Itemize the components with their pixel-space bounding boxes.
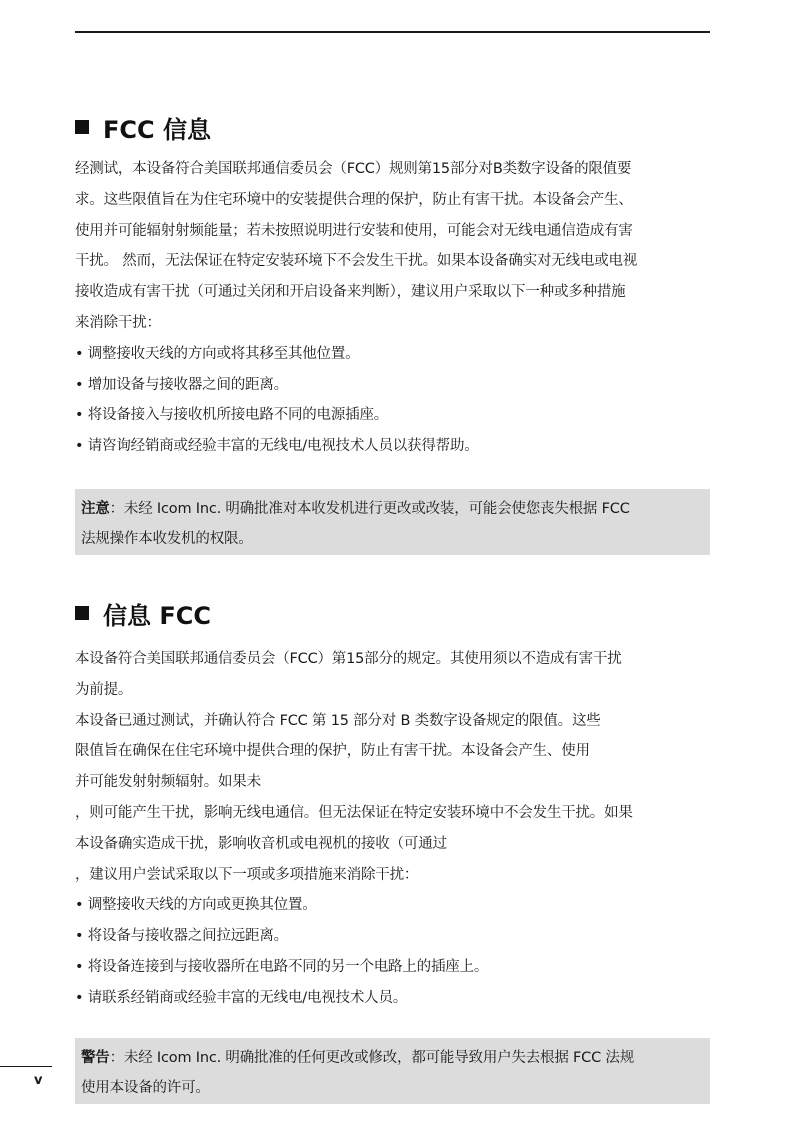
body-line: ，则可能产生干扰，影响无线电通信。但无法保证在特定安装环境中不会发生干扰。如果 — [75, 804, 633, 821]
body-line: 使用并可能辐射射频能量；若未按照说明进行安装和使用，可能会对无线电通信造成有害 — [75, 222, 633, 239]
list-item: • 增加设备与接收器之间的距离。 — [75, 376, 288, 393]
page-number-rule — [0, 1066, 52, 1067]
page-number: v — [34, 1073, 43, 1088]
fcc-info-body — [75, 154, 710, 462]
section-heading — [75, 596, 710, 630]
list-item: • 将设备与接收器之间拉远距离。 — [75, 928, 288, 945]
body-line: 经测试，本设备符合美国联邦通信委员会（FCC）规则第15部分对B类数字设备的限值要 — [75, 161, 632, 177]
section-title: 信息 FCC — [103, 601, 211, 630]
note-box — [75, 489, 710, 555]
warning-text: ：未经 Icom Inc. 明确批准的任何更改或修改，都可能导致用户失去根据 FCC 法规 — [109, 1050, 635, 1066]
warning-box — [75, 1038, 710, 1104]
list-item: • 将设备接入与接收机所接电路不同的电源插座。 — [75, 407, 389, 424]
fcc-info-section — [75, 110, 710, 144]
note-text: 法规操作本收发机的权限。 — [81, 531, 253, 547]
body-line: 并可能发射射频辐射。如果未 — [75, 774, 261, 791]
body-line: 本设备符合美国联邦通信委员会（FCC）第15部分的规定。其使用须以不造成有害干扰 — [75, 651, 622, 667]
body-line: ，建议用户尝试采取以下一项或多项措施来消除干扰： — [75, 866, 419, 883]
warning-text: 使用本设备的许可。 — [81, 1080, 210, 1096]
square-bullet-icon — [75, 120, 89, 134]
body-line: 限值旨在确保在住宅环境中提供合理的保护，防止有害干扰。本设备会产生、使用 — [75, 743, 590, 760]
body-line: 为前提。 — [75, 681, 133, 698]
body-line: 本设备已通过测试，并确认符合 FCC 第 15 部分对 B 类数字设备规定的限值。这些 — [75, 712, 601, 729]
list-item: • 将设备连接到与接收器所在电路不同的另一个电路上的插座上。 — [75, 958, 489, 975]
body-line: 干扰。 然而，无法保证在特定安装环境下不会发生干扰。如果本设备确实对无线电或电视 — [75, 253, 638, 270]
note-text: ：未经 Icom Inc. 明确批准对本收发机进行更改或改装，可能会使您丧失根据 FCC — [109, 501, 630, 517]
list-item: • 调整接收天线的方向或更换其位置。 — [75, 897, 317, 914]
section-heading — [75, 110, 710, 144]
top-rule — [75, 31, 710, 33]
body-line: 求。这些限值旨在为住宅环境中的安装提供合理的保护，防止有害干扰。本设备会产生、 — [75, 191, 633, 208]
fcc-info-body-2 — [75, 644, 710, 1014]
list-item: • 请咨询经销商或经验丰富的无线电/电视技术人员以获得帮助。 — [75, 438, 479, 455]
list-item: • 请联系经销商或经验丰富的无线电/电视技术人员。 — [75, 989, 408, 1006]
fcc-info-section-2 — [75, 596, 710, 630]
square-bullet-icon — [75, 606, 89, 620]
body-line: 接收造成有害干扰（可通过关闭和开启设备来判断），建议用户采取以下一种或多种措施 — [75, 284, 626, 301]
section-title: FCC 信息 — [103, 115, 211, 144]
body-line: 来消除干扰： — [75, 314, 161, 331]
note-label: 注意 — [81, 501, 110, 517]
warning-label: 警告 — [81, 1050, 110, 1066]
list-item: • 调整接收天线的方向或将其移至其他位置。 — [75, 345, 360, 362]
body-line: 本设备确实造成干扰，影响收音机或电视机的接收（可通过 — [75, 835, 447, 852]
